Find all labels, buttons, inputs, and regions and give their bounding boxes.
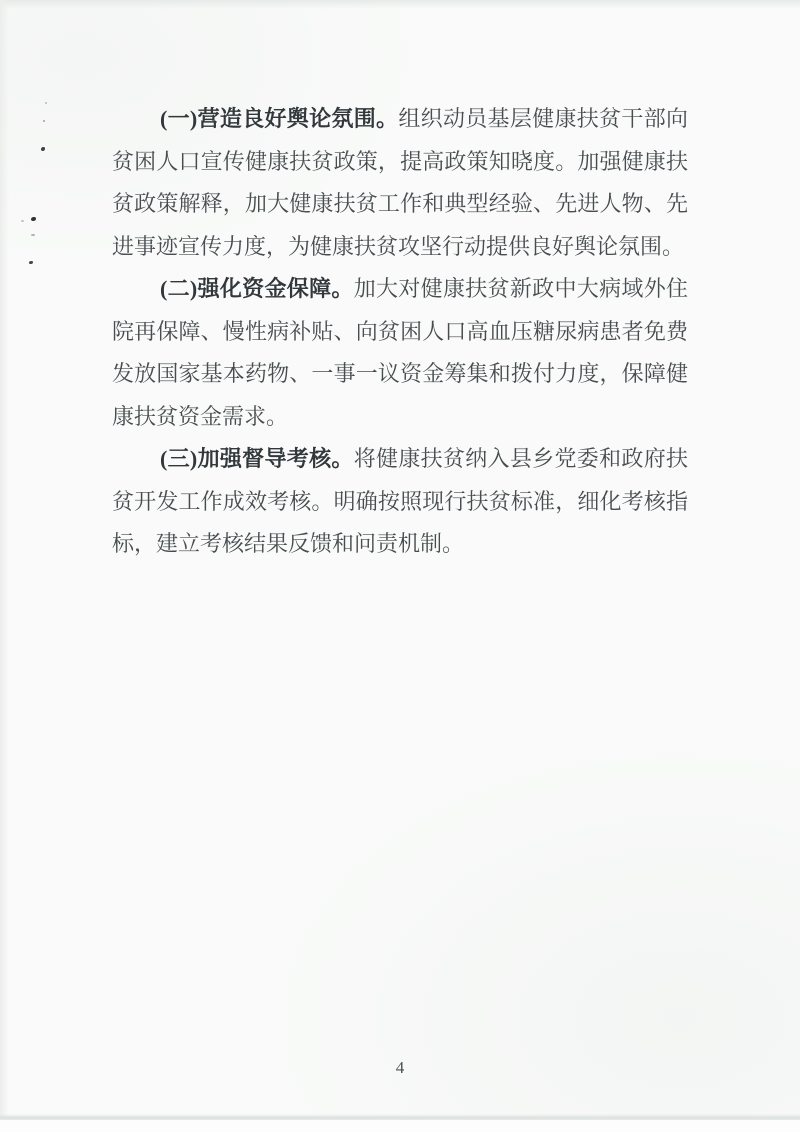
paragraph-line: 发放国家基本药物、一事一议资金筹集和拨付力度，保障健 xyxy=(112,361,688,386)
paragraph-line: 院再保障、慢性病补贴、向贫困人口高血压糖尿病患者免费 xyxy=(112,318,688,344)
paragraph-line xyxy=(112,268,688,311)
paragraph-1-heading: (一)营造良好舆论氛围。 xyxy=(160,106,399,131)
ink-speck xyxy=(45,102,47,104)
paragraph-line: 进事迹宣传力度，为健康扶贫攻坚行动提供良好舆论氛围。 xyxy=(112,233,685,259)
paragraph-line xyxy=(112,98,688,141)
paragraph-3-heading: (三)加强督导考核。 xyxy=(160,446,354,471)
paragraph-3 xyxy=(112,438,688,566)
paragraph-line xyxy=(112,438,688,481)
paragraph-2-text: 加大对健康扶贫新政中大病域外住 xyxy=(353,276,688,301)
scan-strip-below xyxy=(0,1120,800,1132)
document-body xyxy=(112,98,688,566)
ink-speck xyxy=(31,217,36,221)
ink-speck xyxy=(31,234,35,236)
page-number: 4 xyxy=(395,1058,405,1077)
ink-speck xyxy=(21,220,24,222)
paragraph-1 xyxy=(112,98,688,268)
paragraph-1-text: 组织动员基层健康扶贫干部向 xyxy=(398,106,688,131)
scan-edge-left xyxy=(0,0,9,1132)
paragraph-3-text: 将健康扶贫纳入县乡党委和政府扶 xyxy=(353,446,688,471)
paragraph-line: 标，建立考核结果反馈和问责机制。 xyxy=(112,531,465,556)
ink-speck xyxy=(29,261,33,264)
paragraph-2 xyxy=(112,268,688,438)
paragraph-line: 康扶贫资金需求。 xyxy=(112,403,289,429)
paragraph-line: 贫困人口宣传健康扶贫政策，提高政策知晓度。加强健康扶 xyxy=(112,148,688,174)
paragraph-line: 贫政策解释，加大健康扶贫工作和典型经验、先进人物、先 xyxy=(112,191,688,216)
paragraph-line: 贫开发工作成效考核。明确按照现行扶贫标准，细化考核指 xyxy=(112,488,688,514)
ink-speck xyxy=(43,120,45,122)
ink-speck xyxy=(41,147,45,151)
paragraph-2-heading: (二)强化资金保障。 xyxy=(160,276,354,301)
scan-edge-top xyxy=(0,0,800,9)
